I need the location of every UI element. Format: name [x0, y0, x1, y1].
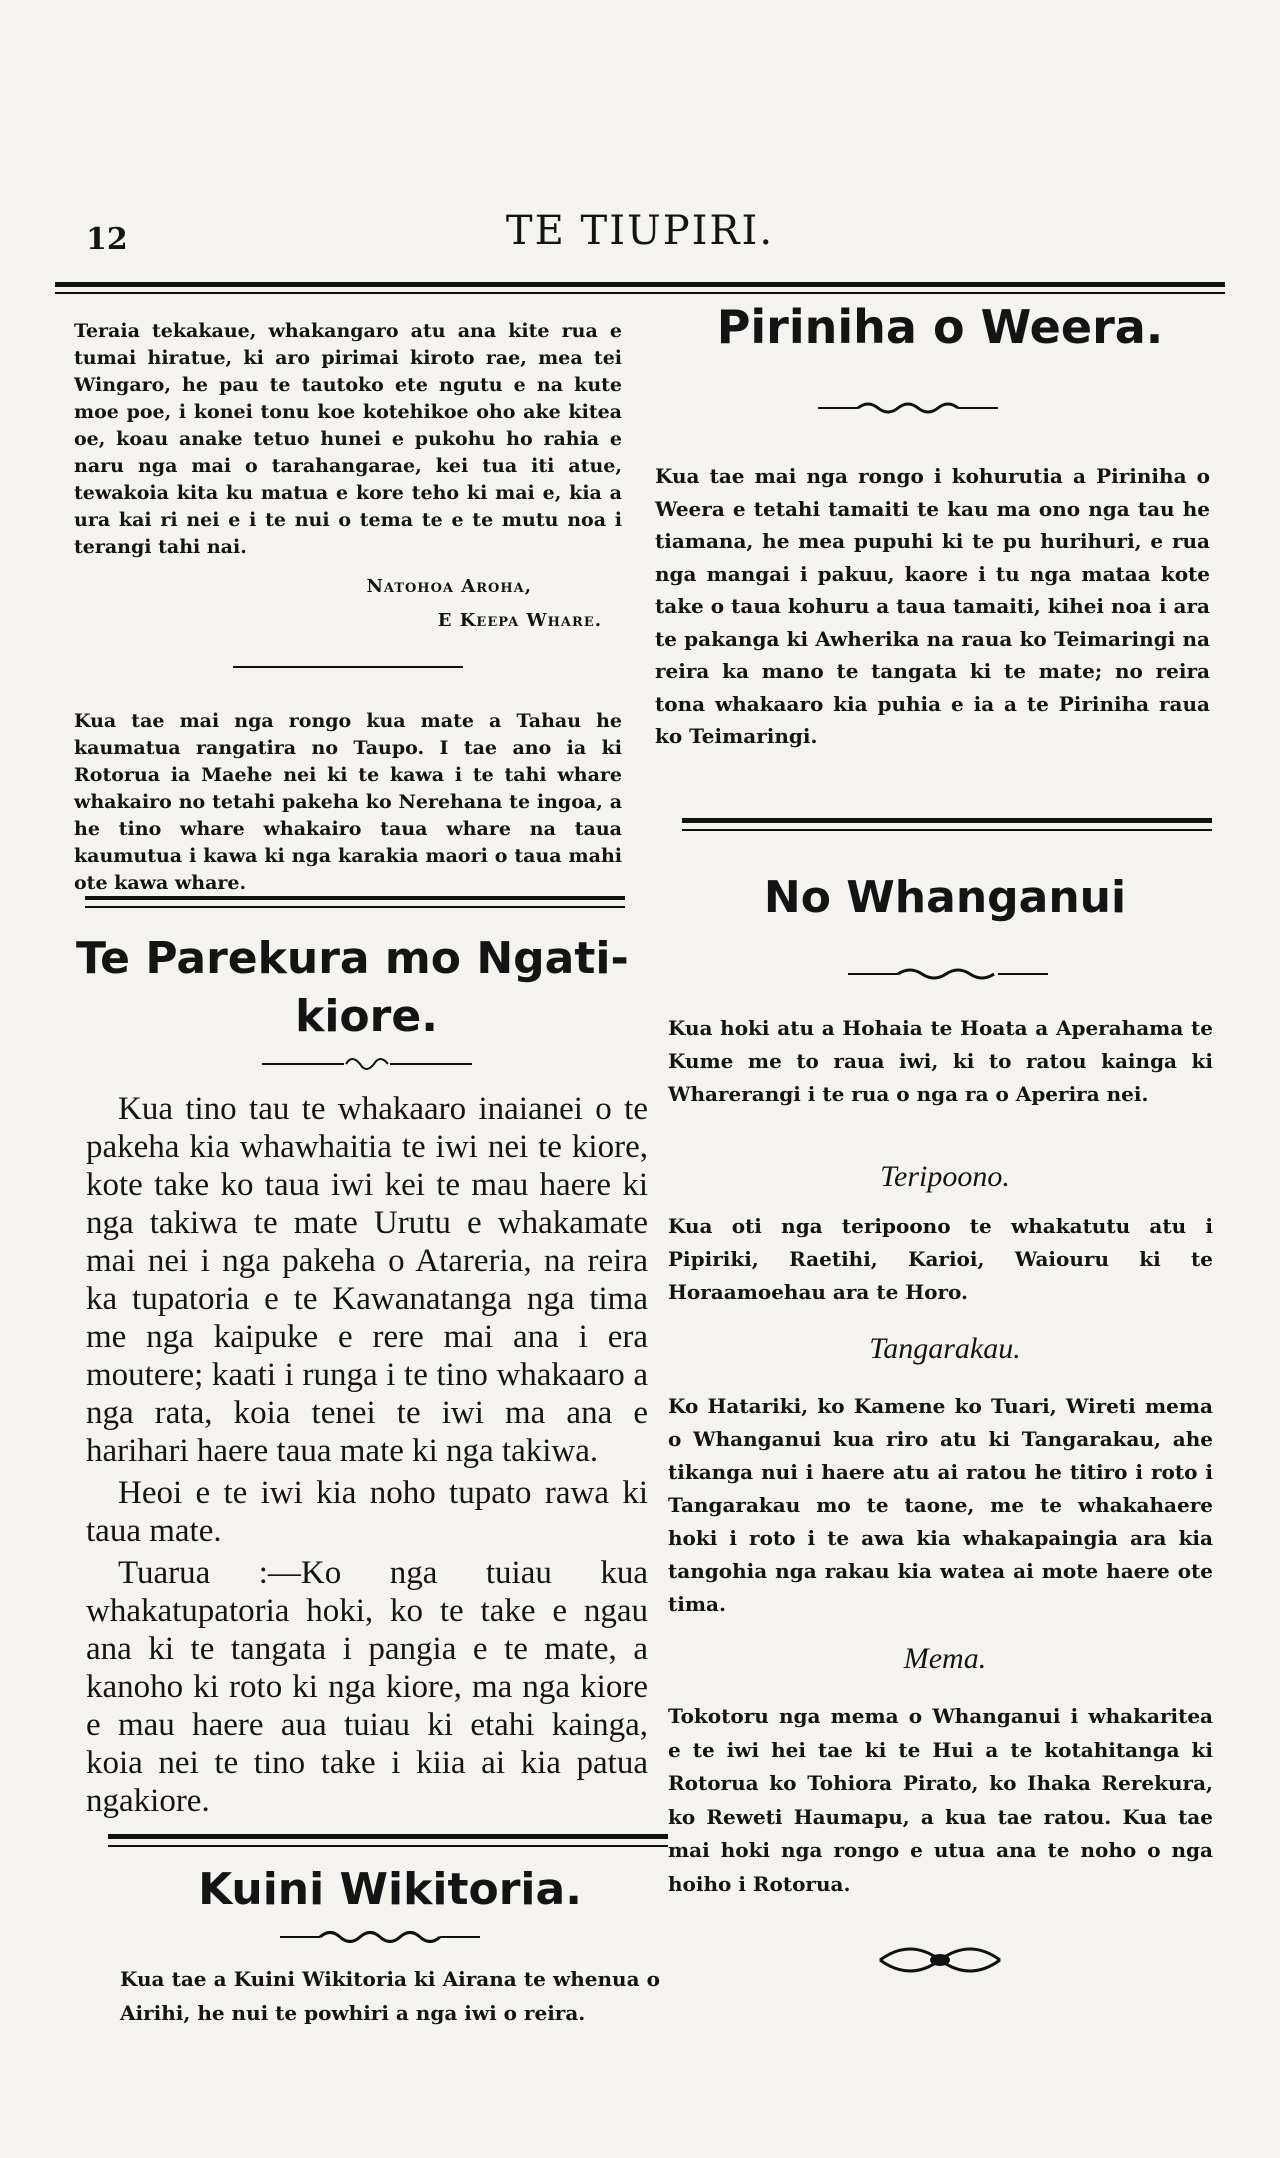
parekura-title-line-1: Te Parekura mo Ngati- [76, 933, 629, 984]
teripoono-heading: Teripoono. [880, 1160, 1010, 1193]
tangarakau-heading: Tangarakau. [869, 1332, 1021, 1365]
parekura-section [74, 930, 659, 1820]
kuini-article: Kua tae a Kuini Wikitoria ki Airana te whenua o Airihi, he nui te powhiri a nga iwi o reira. [120, 1967, 660, 2025]
divider-short [233, 666, 463, 668]
whanganui-article: Kua hoki atu a Hohaia te Hoata a Aperahama te Kume me to raua iwi, ki to ratou kainga ki Wharerangi i te rua o nga ra o Aperira nei. [668, 1016, 1213, 1106]
right-divider-1b [682, 829, 1212, 831]
left-divider-2 [108, 1834, 668, 1839]
whanganui-title: No Whanganui [763, 872, 1127, 923]
right-divider-1 [682, 818, 1212, 823]
header-rule [55, 282, 1225, 287]
mema-article: Tokotoru nga mema o Whanganui i whakaritea e te iwi hei tae ki te Hui a te kotahitanga ki Rotorua ko Tohiora Pirato, ko Ihaka Rerekura, ko Reweti Haumapu, a kua tae ratou. Kua tae mai hoki nga rongo e utua ana te noho o nga hoiho i Rotorua. [668, 1704, 1213, 1896]
left-divider-1b [85, 906, 625, 908]
running-title: TE TIUPIRI. [505, 208, 775, 254]
whanganui-ornament [848, 964, 1048, 984]
piriniha-article: Kua tae mai nga rongo i kohurutia a Piriniha o Weera e tetahi tamaiti te kau ma ono nga tau he tiamana, he mea pupuhi ki te pu hurihuri, e rua nga mangai i pakuu, kaore i tu nga mataa kote take o taua kohuru a taua tamaiti, kihei noa i ara te pakanga ki Awherika na raua ko Teimaringi na reira ka mano te tangata ki te mate; no reira tona whakaaro kia puhia e ia a te Piriniha raua ko Teimaringi. [655, 464, 1210, 748]
page-number: 12 [86, 222, 128, 257]
tahau-article: Kua tae mai nga rongo kua mate a Tahau he kaumatua rangatira no Taupo. I tae ano ia ki Rotorua ia Maehe nei ki te kawa i te tahi whare whakairo no tetahi pakeha ko Nerehana te ingoa, a he tino whare whakairo taua whare na taua kaumutua i kawa ki nga karakia maori o taua mahi ote kawa whare. [74, 710, 622, 894]
left-divider-2b [108, 1845, 668, 1847]
parekura-paragraph-2: Heoi e te iwi kia noho tupato rawa ki taua mate. [86, 1475, 648, 1549]
left-column [74, 318, 622, 894]
piriniha-title: Piriniha o Weera. [716, 300, 1164, 354]
tangarakau-article: Ko Hatariki, ko Kamene ko Tuari, Wireti mema o Whanganui kua riro atu ki Tangarakau, ahe tikanga nui i haere atu ai ratou he titiro i roto i Tangarakau mo te taone, me te whakahaere hoki i roto i te awa kia whakapaingia ara kia tangohia nga rakau kia watea ai mote haere ote tima. [668, 1394, 1213, 1616]
teripoono-article: Kua oti nga teripoono te whakatutu atu i Pipiriki, Raetihi, Karioi, Waiouru ki te Horaamoehau ara te Horo. [668, 1214, 1213, 1304]
parekura-title-line-2: kiore. [295, 991, 438, 1042]
header-rule-thin [55, 292, 1225, 294]
letter-text: Teraia tekakaue, whakangaro atu ana kite rua e tumai hiratue, ki aro pirimai kiroto rae, mea tei Wingaro, he pau te tautoko ete ngutu e na kute moe poe, i konei tonu koe kotehikoe oho ake kitea oe, koau anake tetuo hunei e pukohu ho rahia e naru nga mai o tarahangarae, kei tua iti atue, tewakoia kita ku matua e kore teho ki mai e, kia a ura kai ri nei e i te nui o tema te e te mutu noa i terangi tahi nai. [74, 320, 622, 558]
left-divider-1 [85, 896, 625, 900]
letter-signature-2: E Keepa Whare. [437, 610, 602, 631]
parekura-ornament [262, 1052, 472, 1076]
end-ornament [880, 1940, 1000, 1980]
kuini-title: Kuini Wikitoria. [198, 1864, 582, 1915]
parekura-paragraph-1: Kua tino tau te whakaaro inaianei o te pakeha kia whawhaitia te iwi nei te kiore, kote take ko taua iwi kei te mau haere ki nga takiwa te mate Urutu e whakamate mai nei i nga pakeha o Atareria, na reira ka tupatoria e te Kawanatanga nga tima me nga kaipuke e rere mai ana i era moutere; kaati i runga i te tino whakaaro a nga rata, koia tenei te iwi ma ana e harihari haere taua mate ki nga takiwa. [86, 1091, 648, 1469]
piriniha-ornament [818, 398, 998, 418]
parekura-paragraph-3: Tuarua :—Ko nga tuiau kua whakatupatoria hoki, ko te take e ngau ana ki te tangata i pangia e te mate, a kanoho ki roto ki nga kiore, ma nga kiore e mau haere aua tuiau ki etahi kainga, koia nei te tino take i kiia ai kia patua ngakiore. [86, 1555, 648, 1819]
mema-heading: Mema. [903, 1642, 987, 1675]
letter-signature-1: Natohoa Aroha, [366, 576, 532, 597]
kuini-ornament [280, 1926, 480, 1948]
